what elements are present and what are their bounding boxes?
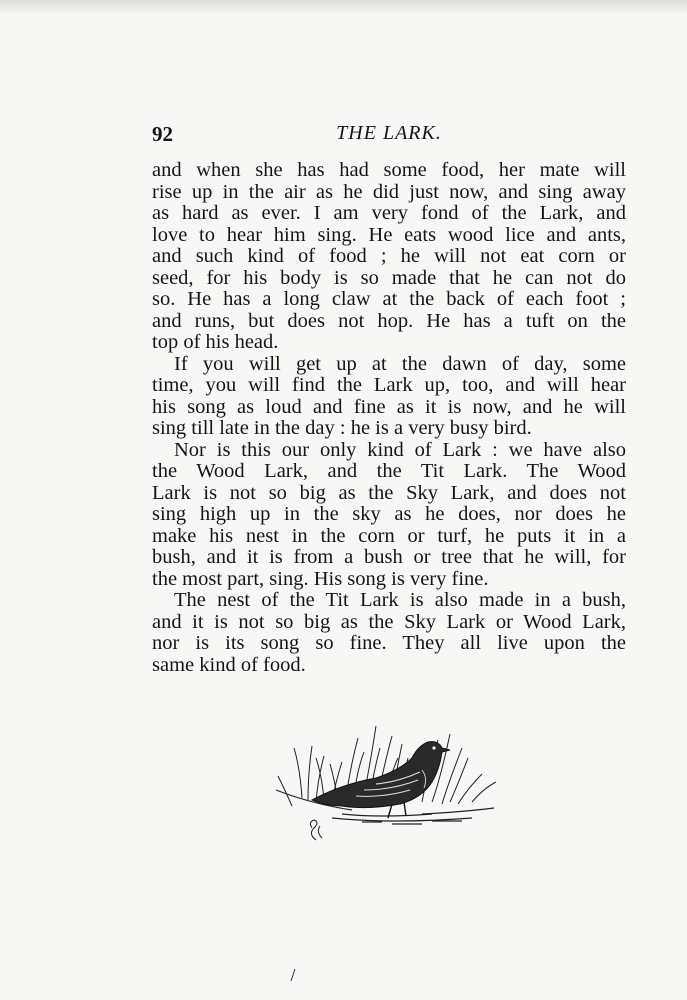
text-line: sing till late in the day : he is a very busy bird. bbox=[152, 417, 532, 439]
text-line: sing high up in the sky as he does, nor does he bbox=[152, 503, 626, 525]
running-title: THE LARK. bbox=[336, 122, 442, 144]
scan-edge-shadow bbox=[0, 0, 687, 14]
paragraph bbox=[152, 160, 626, 354]
text-line: make his nest in the corn or turf, he puts it in a bbox=[152, 524, 626, 547]
text-line: and such kind of food ; he will not eat corn or bbox=[152, 245, 626, 267]
text-line: nor is its song so fine. They all live upon the bbox=[152, 632, 626, 654]
page-number: 92 bbox=[152, 122, 173, 146]
lark-illustration bbox=[272, 718, 508, 846]
text-line: and runs, but does not hop. He has a tuft on the bbox=[152, 309, 626, 332]
margin-mark bbox=[290, 968, 296, 982]
engraver-monogram bbox=[310, 820, 322, 840]
text-line: love to hear him sing. He eats wood lice and ants, bbox=[152, 223, 626, 246]
page-header bbox=[152, 122, 626, 150]
text-line: Lark is not so big as the Sky Lark, and does not bbox=[152, 481, 626, 504]
bird-eye bbox=[432, 746, 435, 749]
text-line: as hard as ever. I am very fond of the Lark, and bbox=[152, 202, 626, 224]
paragraph bbox=[152, 354, 626, 440]
text-line: and when she has had some food, her mate will bbox=[152, 159, 626, 181]
text-line: same kind of food. bbox=[152, 653, 306, 676]
text-line: and it is not so big as the Sky Lark or Wood Lark, bbox=[152, 610, 626, 633]
text-line: If you will get up at the dawn of day, some bbox=[174, 352, 626, 375]
body-text bbox=[152, 160, 626, 676]
text-line: seed, for his body is so made that he can not do bbox=[152, 266, 626, 289]
text-line: rise up in the air as he did just now, and sing away bbox=[152, 180, 626, 203]
text-line: The nest of the Tit Lark is also made in a bush, bbox=[174, 589, 626, 611]
text-line: time, you will find the Lark up, too, and will hear bbox=[152, 374, 626, 396]
text-line: so. He has a long claw at the back of each foot ; bbox=[152, 288, 626, 310]
text-line: top of his head. bbox=[152, 331, 279, 353]
paragraph bbox=[152, 440, 626, 591]
text-line: his song as loud and fine as it is now, and he will bbox=[152, 395, 626, 418]
text-line: the most part, sing. His song is very fine. bbox=[152, 567, 489, 590]
text-line: Nor is this our only kind of Lark : we have also bbox=[174, 438, 626, 461]
paragraph bbox=[152, 590, 626, 676]
text-line: the Wood Lark, and the Tit Lark. The Wood bbox=[152, 460, 626, 482]
text-line: bush, and it is from a bush or tree that he will, for bbox=[152, 546, 626, 568]
